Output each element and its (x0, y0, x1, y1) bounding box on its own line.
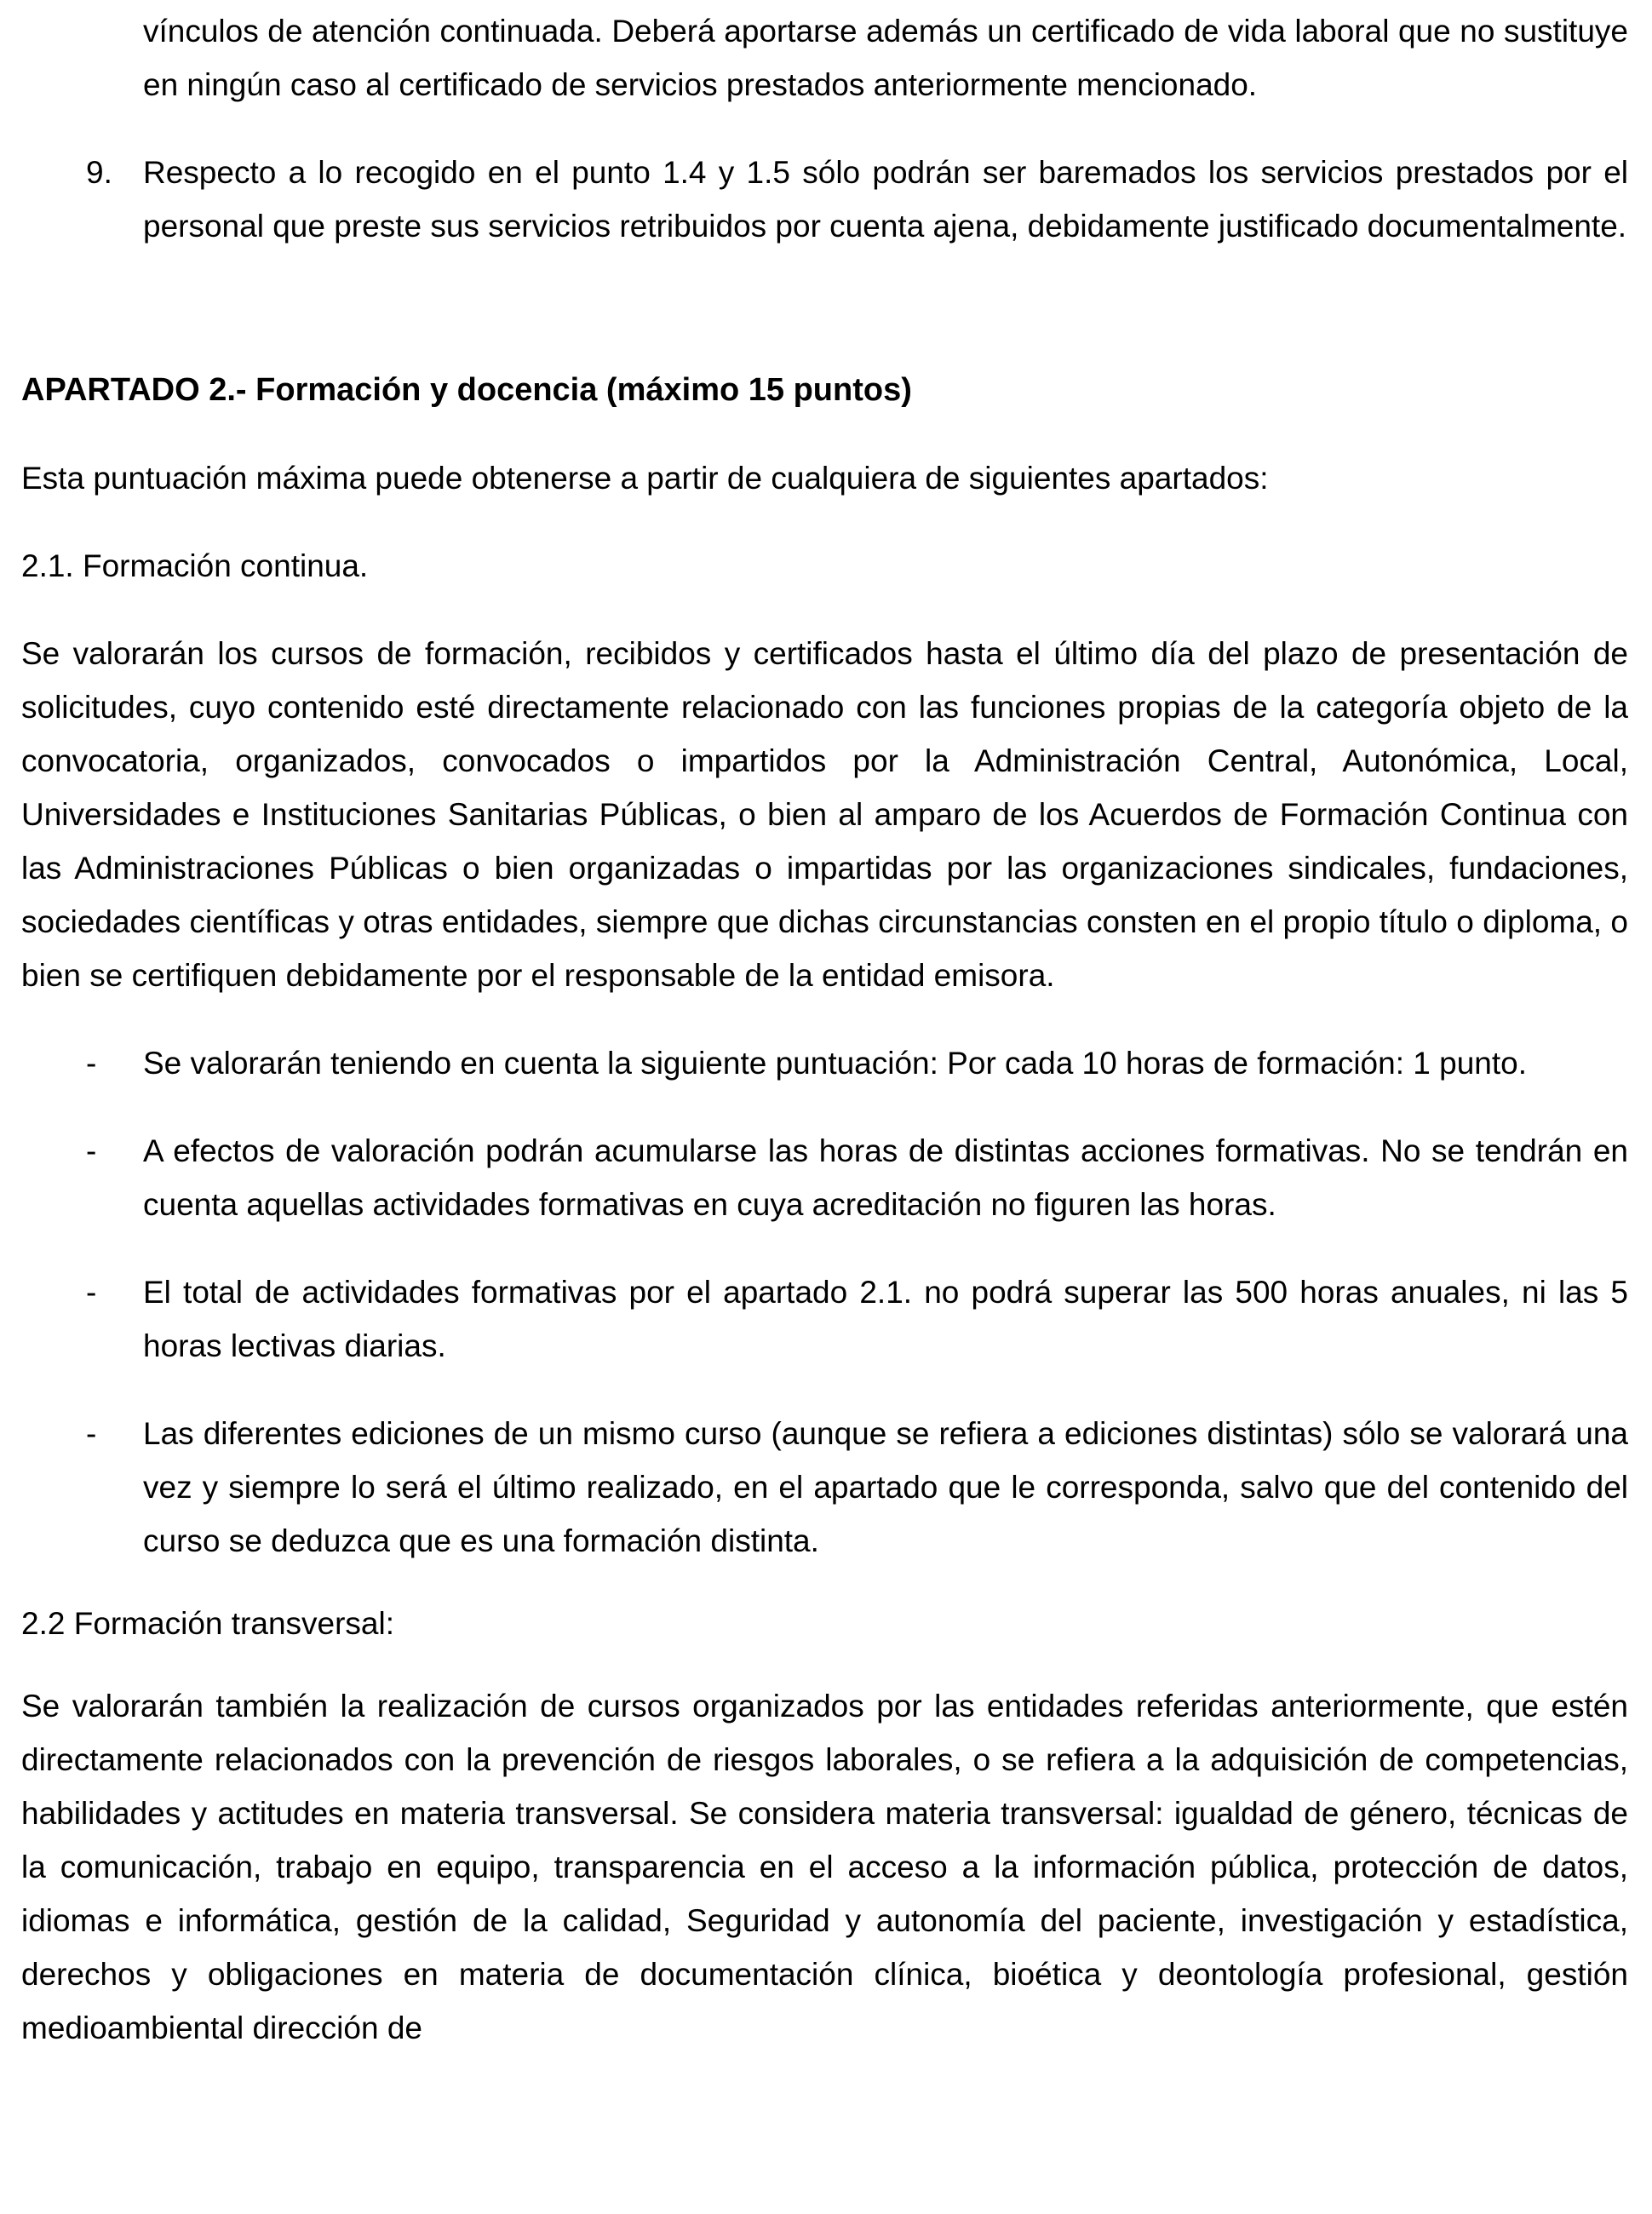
formacion-transversal-paragraph: Se valorarán también la realización de cursos organizados por las entidades referidas anteriormente, que estén directamente relacionados con la prevención de riesgos laborales, o se refiera a la adquisición de competencias, habilidades y actitudes en materia transversal. Se considera materia transversal: igualdad de género, técnicas de la comunicación, trabajo en equipo, transparencia en el acceso a la información pública, protección de datos, idiomas e informática, gestión de la calidad, Seguridad y autonomía del paciente, investigación y estadística, derechos y obligaciones en materia de documentación clínica, bioética y deontología profesional, gestión medioambiental dirección de (21, 1689, 1628, 2045)
bullet-item (21, 1407, 1628, 1568)
bullet-marker: - (86, 1133, 97, 1168)
continuation-paragraph: vínculos de atención continuada. Deberá aportarse además un certificado de vida laboral que no sustituye en ningún caso al certificado de servicios prestados anteriormente mencionado. (143, 14, 1628, 102)
bullet-list (21, 1036, 1628, 1568)
bullet-text: Las diferentes ediciones de un mismo curso (aunque se refiera a ediciones distintas) sólo se valorará una vez y siempre lo será el último realizado, en el apartado que le corresponda, salvo que del contenido del curso se deduzca que es una formación distinta. (143, 1416, 1628, 1558)
item-text: Respecto a lo recogido en el punto 1.4 y 1.5 sólo podrán ser baremados los servicios prestados por el personal que preste sus servicios retribuidos por cuenta ajena, debidamente justificado documentalmente. (143, 155, 1628, 244)
subsection-2-1-title: 2.1. Formación continua. (21, 548, 369, 583)
formacion-continua-paragraph: Se valorarán los cursos de formación, recibidos y certificados hasta el último día del plazo de presentación de solicitudes, cuyo contenido esté directamente relacionado con las funciones propias de la categoría objeto de la convocatoria, organizados, convocados o impartidos por la Administración Central, Autonómica, Local, Universidades e Instituciones Sanitarias Públicas, o bien al amparo de los Acuerdos de Formación Continua con las Administraciones Públicas o bien organizadas o impartidas por las organizaciones sindicales, fundaciones, sociedades científicas y otras entidades, siempre que dichas circunstancias consten en el propio título o diploma, o bien se certifiquen debidamente por el responsable de la entidad emisora. (21, 636, 1628, 993)
bullet-text: El total de actividades formativas por el apartado 2.1. no podrá superar las 500 horas anuales, ni las 5 horas lectivas diarias. (143, 1275, 1628, 1363)
section-heading: APARTADO 2.- Formación y docencia (máximo 15 puntos) (21, 372, 912, 408)
bullet-text: A efectos de valoración podrán acumularse las horas de distintas acciones formativas. No se tendrán en cuenta aquellas actividades formativas en cuya acreditación no figuren las horas. (143, 1133, 1628, 1222)
numbered-item-9 (21, 146, 1628, 253)
bullet-text: Se valorarán teniendo en cuenta la siguiente puntuación: Por cada 10 horas de formación: 1 punto. (143, 1046, 1528, 1081)
bullet-marker: - (86, 1416, 97, 1451)
bullet-item (21, 1265, 1628, 1373)
bullet-marker: - (86, 1046, 97, 1081)
bullet-item (21, 1124, 1628, 1231)
subsection-2-2-title: 2.2 Formación transversal: (21, 1606, 395, 1641)
bullet-marker: - (86, 1275, 97, 1310)
item-number: 9. (86, 155, 112, 190)
bullet-item (21, 1036, 1628, 1090)
intro-line: Esta puntuación máxima puede obtenerse a partir de cualquiera de siguientes apartados: (21, 461, 1269, 496)
